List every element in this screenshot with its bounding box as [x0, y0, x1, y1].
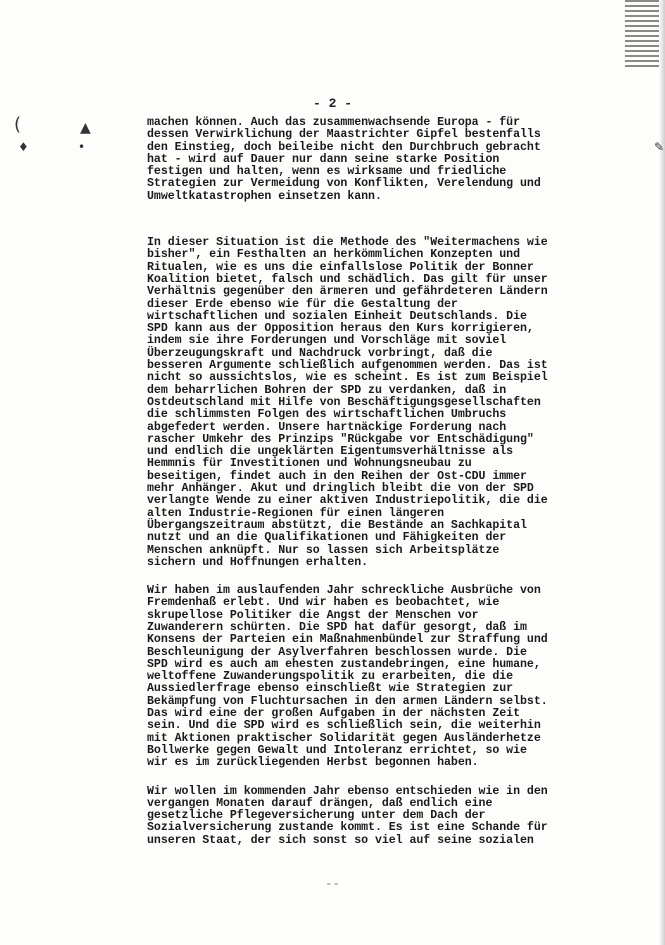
text-line: mit Aktionen praktischer Solidarität gegen Ausländerhetze: [147, 731, 541, 745]
text-line: machen können. Auch das zusammenwachsende Europa - für: [147, 116, 520, 129]
margin-mark: ▲: [80, 120, 91, 136]
text-line: Aussiedlerfrage ebenso einschließt wie Strategien zur: [147, 682, 514, 696]
text-line: verlangte Wende zu einer aktiven Industriepolitik, die die: [147, 494, 548, 508]
text-line: hat - wird auf Dauer nur dann seine starke Position: [147, 152, 500, 166]
margin-mark: ✎: [654, 140, 665, 154]
text-line: Beschleunigung der Asylverfahren beschlossen wurde. Die: [147, 645, 527, 659]
text-line: besseren Argumente schließlich aufgenommen werden. Das ist: [147, 359, 548, 373]
text-line: die schlimmsten Folgen des wirtschaftlichen Umbruchs: [147, 408, 507, 422]
text-line: In dieser Situation ist die Methode des "Weitermachens wie: [147, 236, 548, 250]
text-line: dessen Verwirklichung der Maastrichter Gipfel bestenfalls: [147, 128, 541, 142]
text-line: bisher", ein Festhalten an herkömmlichen Konzepten und: [147, 248, 520, 262]
text-line: Bollwerke gegen Gewalt und Intoleranz errichtet, so wie: [147, 743, 527, 757]
text-line: Zuwanderern schürten. Die SPD hat dafür gesorgt, daß im: [147, 620, 527, 634]
text-line: Koalition bietet, falsch und schädlich. Das gilt für unser: [147, 272, 548, 286]
margin-mark: •: [78, 140, 86, 154]
text-line: nutzt und an die Qualifikationen und Fähigkeiten der: [147, 531, 507, 545]
margin-mark: (: [14, 114, 22, 135]
text-line: Hemmnis für Investitionen und Wohnungsneubau zu: [147, 457, 472, 471]
paragraph: [147, 237, 587, 569]
text-line: Umweltkatastrophen einsetzen kann.: [147, 189, 382, 203]
text-line: Übergangszeitraum abstützt, die Bestände an Sachkapital: [147, 518, 527, 532]
page-number: - 2 -: [312, 96, 352, 111]
text-line: unseren Staat, der sich sonst so viel auf seine sozialen: [147, 833, 534, 847]
text-line: rascher Umkehr des Prinzips "Rückgabe vor Entschädigung": [147, 432, 534, 446]
text-line: gesetzliche Pflegeversicherung unter dem Dach der: [147, 809, 486, 823]
text-line: Wir wollen im kommenden Jahr ebenso entschieden wie in den: [147, 784, 548, 798]
text-line: sein. Und die SPD wird es schließlich sein, die weiterhin: [147, 719, 541, 733]
text-line: SPD wird es auch am ehesten zustandebringen, eine humane,: [147, 657, 541, 671]
paragraph: [147, 117, 587, 203]
paragraph: [147, 585, 587, 769]
document-body: [147, 117, 587, 847]
text-line: sichern und Hoffnungen erhalten.: [147, 555, 369, 569]
text-line: SPD kann aus der Opposition heraus den Kurs korrigieren,: [147, 322, 534, 336]
text-line: wir es im zurückliegenden Herbst begonnen haben.: [147, 756, 479, 770]
text-line: Menschen anknüpft. Nur so lassen sich Arbeitsplätze: [147, 543, 500, 557]
text-line: Sozialversicherung zustande kommt. Es ist eine Schande für: [147, 821, 548, 835]
text-line: Ostdeutschland mit Hilfe von Beschäftigungsgesellschaften: [147, 395, 541, 409]
text-line: weltoffene Zuwanderungspolitik zu erarbeiten, die die: [147, 670, 514, 684]
text-line: mehr Anhänger. Akut und dringlich bleibt die von der SPD: [147, 482, 534, 496]
text-line: dieser Erde ebenso wie für die Gestaltung der: [147, 297, 458, 311]
text-line: den Einstieg, doch beileibe nicht den Durchbruch gebracht: [147, 140, 541, 154]
text-line: und endlich die ungeklärten Eigentumsverhältnisse als: [147, 445, 514, 459]
footer-mark: --: [325, 877, 340, 891]
text-line: abgefedert werden. Unsere hartnäckige Forderung nach: [147, 420, 507, 434]
text-line: wirtschaftlichen und sozialen Einheit Deutschlands. Die: [147, 309, 527, 323]
text-line: beseitigen, findet auch in den Reihen der Ost-CDU immer: [147, 469, 527, 483]
text-line: Bekämpfung von Fluchtursachen in den armen Ländern selbst.: [147, 694, 548, 708]
text-line: festigen und halten, wenn es wirksame und friedliche: [147, 165, 507, 179]
text-line: alten Industrie-Regionen für einen längeren: [147, 506, 445, 520]
text-line: Fremdenhaß erlebt. Und wir haben es beobachtet, wie: [147, 596, 500, 610]
text-line: Das wird eine der großen Aufgaben in der nächsten Zeit: [147, 707, 520, 721]
text-line: Überzeugungskraft und Nachdruck vorbringt, daß die: [147, 346, 493, 360]
text-line: skrupellose Politiker die Angst der Menschen vor: [147, 608, 479, 622]
text-line: dem beharrlichen Bohren der SPD zu verdanken, daß in: [147, 383, 507, 397]
text-line: Strategien zur Vermeidung von Konflikten, Verelendung und: [147, 177, 541, 191]
text-line: nicht so aussichtslos, wie es scheint. Es ist zum Beispiel: [147, 371, 548, 385]
paragraph: [147, 786, 587, 847]
text-line: Verhältnis gegenüber den ärmeren und gefährdeteren Ländern: [147, 285, 548, 299]
text-line: Konsens der Parteien ein Maßnahmenbündel zur Straffung und: [147, 633, 548, 647]
text-line: vergangen Monaten darauf drängen, daß endlich eine: [147, 796, 493, 810]
text-line: indem sie ihre Forderungen und Vorschläge mit soviel: [147, 334, 507, 348]
margin-mark: ♦: [18, 140, 29, 154]
text-line: Ritualen, wie es uns die einfallslose Politik der Bonner: [147, 260, 534, 274]
text-line: Wir haben im auslaufenden Jahr schreckliche Ausbrüche von: [147, 584, 541, 598]
